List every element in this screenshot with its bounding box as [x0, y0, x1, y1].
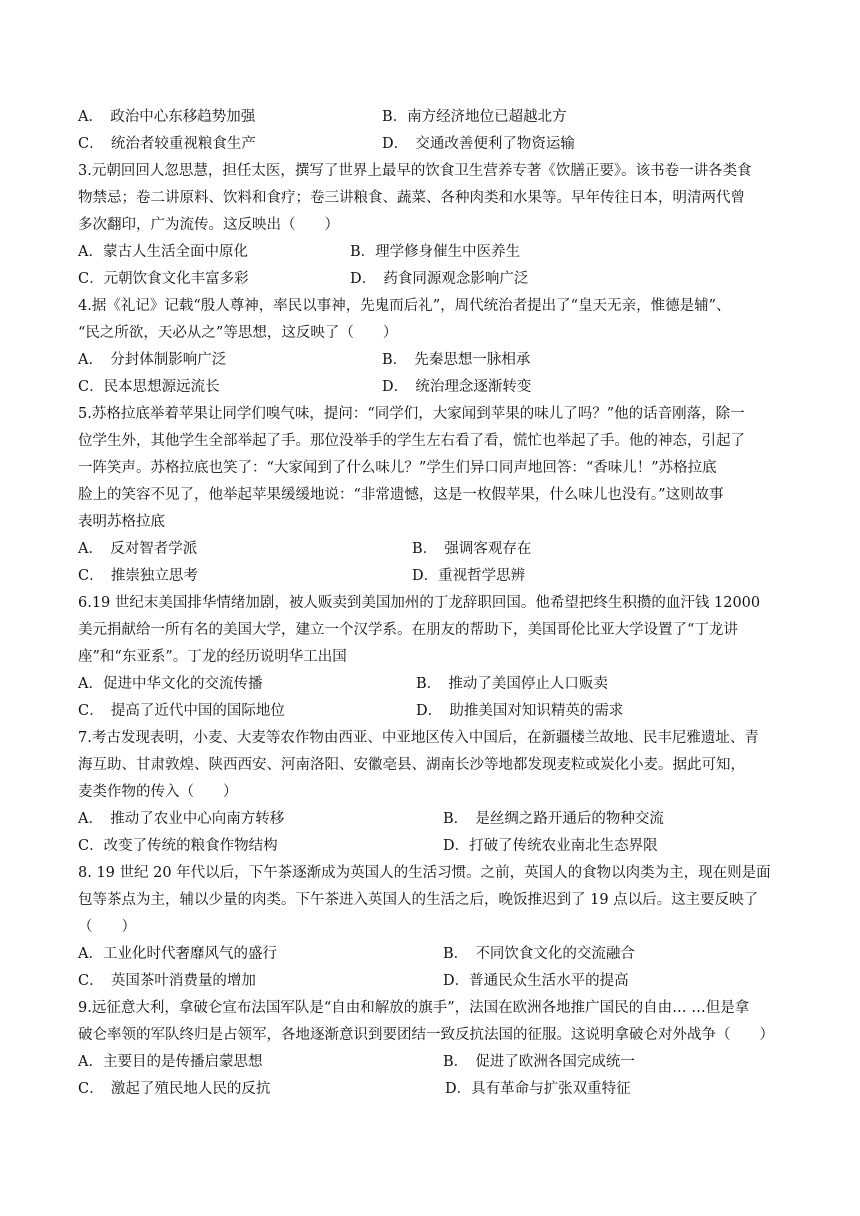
option-row [78, 104, 788, 131]
question-2 [78, 104, 788, 158]
option-c[interactable]: C．改变了传统的粮食作物结构 [78, 838, 278, 854]
option-row [78, 131, 788, 158]
option-row [78, 536, 788, 563]
option-b[interactable]: B． 是丝绸之路开通后的物种交流 [443, 811, 664, 827]
option-a[interactable]: A． 推动了农业中心向南方转移 [78, 811, 285, 827]
question-text: 一阵笑声。苏格拉底也笑了：“大家闻到了什么味儿？”学生们异口同声地回答：“香味儿！”苏格拉底 [78, 460, 717, 476]
option-d[interactable]: D． 统治理念逐渐转变 [382, 379, 532, 395]
option-row [78, 347, 788, 374]
option-row [78, 239, 788, 266]
option-a[interactable]: A． 政治中心东移趋势加强 [78, 109, 256, 125]
option-row [78, 671, 788, 698]
question-7 [78, 725, 788, 860]
option-c[interactable]: C． 统治者较重视粮食生产 [78, 136, 256, 152]
option-a[interactable]: A．工业化时代奢靡风气的盛行 [78, 946, 277, 962]
question-text: 海互助、甘肃敦煌、陕西西安、河南洛阳、安徽亳县、湖南长沙等地都发现麦粒或炭化小麦。据此可知， [78, 757, 745, 773]
option-c[interactable]: C．民本思想源远流长 [78, 379, 220, 395]
question-text: 5.苏格拉底举着苹果让同学们嗅气味，提问：“同学们，大家闻到苹果的味儿了吗？”他的话音刚落，除一 [78, 406, 745, 422]
option-d[interactable]: D． 药食同源观念影响广泛 [350, 271, 529, 287]
option-b[interactable]: B． 强调客观存在 [412, 541, 532, 557]
option-c[interactable]: C． 推崇独立思考 [78, 568, 198, 584]
option-row [78, 563, 788, 590]
question-9 [78, 995, 788, 1103]
question-text: 物禁忌；卷二讲原料、饮料和食疗；卷三讲粮食、蔬菜、各种肉类和水果等。早年传往日本，明清两代曾 [78, 190, 745, 206]
option-a[interactable]: A．主要目的是传播启蒙思想 [78, 1054, 263, 1070]
exam-page [78, 104, 788, 1103]
question-4 [78, 293, 788, 401]
option-row [78, 266, 788, 293]
option-c[interactable]: C． 英国茶叶消费量的增加 [78, 973, 256, 989]
option-b[interactable]: B． 促进了欧洲各国完成统一 [443, 1054, 635, 1070]
question-text: 脸上的笑容不见了，他举起苹果缓缓地说：“非常遗憾，这是一枚假苹果，什么味儿也没有。”这则故事 [78, 487, 724, 503]
question-text: 表明苏格拉底 [78, 514, 165, 530]
option-a[interactable]: A． 分封体制影响广泛 [78, 352, 227, 368]
option-row [78, 698, 788, 725]
option-row [78, 806, 788, 833]
question-text: 4.据《礼记》记载“殷人尊神，率民以事神，先鬼而后礼”，周代统治者提出了“皇天无亲，惟德是辅”、 [78, 298, 731, 314]
question-text: 7.考古发现表明，小麦、大麦等农作物由西亚、中亚地区传入中国后，在新疆楼兰故地、民丰尼雅遗址、青 [78, 730, 759, 746]
option-d[interactable]: D．重视哲学思辨 [412, 568, 526, 584]
question-text: 多次翻印，广为流传。这反映出（ ） [78, 217, 339, 233]
question-text: 麦类作物的传入（ ） [78, 784, 238, 800]
option-d[interactable]: D．具有革命与扩张双重特征 [445, 1081, 631, 1097]
option-b[interactable]: B． 推动了美国停止人口贩卖 [416, 676, 608, 692]
question-6 [78, 590, 788, 725]
option-d[interactable]: D．打破了传统农业南北生态界限 [443, 838, 658, 854]
question-text: 位学生外，其他学生全部举起了手。那位没举手的学生左右看了看，慌忙也举起了手。他的神态，引起了 [78, 433, 745, 449]
question-8 [78, 860, 788, 995]
question-text: 9.远征意大利，拿破仑宣布法国军队是“自由和解放的旗手”，法国在欧洲各地推广国民的自由… …但是拿 [78, 1000, 750, 1016]
option-b[interactable]: B．理学修身催生中医养生 [350, 244, 521, 260]
question-text: （ ） [78, 919, 136, 935]
option-row [78, 941, 788, 968]
question-3 [78, 158, 788, 293]
option-row [78, 833, 788, 860]
option-row [78, 1049, 788, 1076]
question-text: 3.元朝回回人忽思慧，担任太医，撰写了世界上最早的饮食卫生营养专著《饮膳正要》。该书卷一讲各类食 [78, 163, 752, 179]
question-text: “民之所欲，天必从之”等思想，这反映了（ ） [78, 325, 398, 341]
question-text: 8. 19 世纪 20 年代以后，下午茶逐渐成为英国人的生活习惯。之前，英国人的食物以肉类为主，现在则是面 [78, 865, 771, 881]
question-text: 破仑率领的军队终归是占领军，各地逐渐意识到要团结一致反抗法国的征服。这说明拿破仑对外战争（ ） [78, 1027, 774, 1043]
option-d[interactable]: D． 交通改善便利了物资运输 [382, 136, 575, 152]
option-c[interactable]: C．元朝饮食文化丰富多彩 [78, 271, 249, 287]
option-d[interactable]: D．普通民众生活水平的提高 [443, 973, 629, 989]
option-row [78, 374, 788, 401]
option-d[interactable]: D． 助推美国对知识精英的需求 [416, 703, 624, 719]
option-row [78, 1076, 788, 1103]
option-a[interactable]: A．蒙古人生活全面中原化 [78, 244, 248, 260]
option-c[interactable]: C． 激起了殖民地人民的反抗 [78, 1081, 271, 1097]
option-b[interactable]: B． 不同饮食文化的交流融合 [443, 946, 635, 962]
question-text: 包等茶点为主，辅以少量的肉类。下午茶进入英国人的生活之后，晚饭推迟到了 19 点以后。这主要反映了 [78, 892, 759, 908]
option-row [78, 968, 788, 995]
question-5 [78, 401, 788, 590]
option-b[interactable]: B． 先秦思想一脉相承 [382, 352, 531, 368]
question-text: 美元捐献给一所有名的美国大学，建立一个汉学系。在朋友的帮助下，美国哥伦比亚大学设置了“丁龙讲 [78, 622, 738, 638]
option-a[interactable]: A．促进中华文化的交流传播 [78, 676, 263, 692]
option-a[interactable]: A． 反对智者学派 [78, 541, 198, 557]
option-c[interactable]: C． 提高了近代中国的国际地位 [78, 703, 285, 719]
question-text: 6.19 世纪末美国排华情绪加剧，被人贩卖到美国加州的丁龙辞职回国。他希望把终生积攒的血汗钱 12000 [78, 595, 761, 611]
question-text: 座”和“东亚系”。丁龙的经历说明华工出国 [78, 649, 347, 665]
option-b[interactable]: B．南方经济地位已超越北方 [382, 109, 567, 125]
